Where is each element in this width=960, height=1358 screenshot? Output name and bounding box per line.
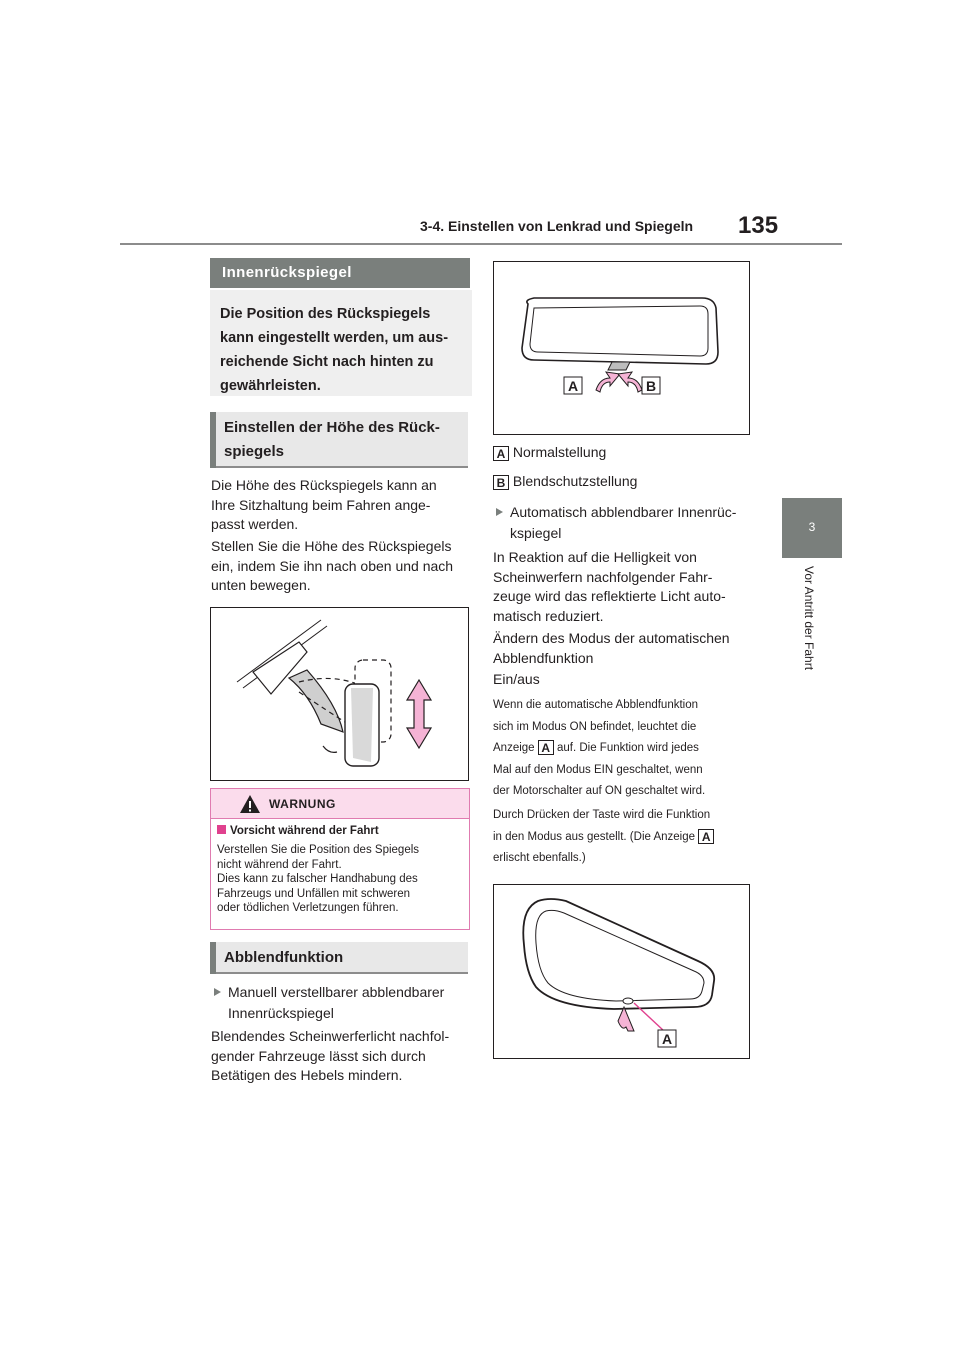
warning-title: WARNUNG (269, 797, 336, 811)
header-rule (120, 243, 842, 245)
legend-normal: A Normalstellung (493, 444, 606, 461)
label-a-badge: A (538, 740, 554, 755)
section-header: 3-4. Einstellen von Lenkrad und Spiegeln (420, 218, 694, 234)
note-on-mode: Wenn die automatische Abblendfunktion sich im Modus ON befindet, leuchtet die Anzeige A auf. Die Funktion wird jedes Mal auf den Modus EIN geschaltet, wenn der Motorschalter auf ON geschaltet wird. (493, 699, 706, 797)
chapter-title: Vor Antritt der Fahrt (802, 566, 816, 671)
figure-auto-mirror (493, 884, 750, 1059)
warning-subtitle: Vorsicht während der Fahrt (217, 825, 379, 837)
figure-manual-mirror (493, 261, 750, 435)
warning-header (211, 789, 469, 819)
auto-mirror-illustration (494, 885, 749, 1058)
legend-antiglare: B Blendschutzstellung (493, 473, 637, 490)
paragraph-height-instruction: Stellen Sie die Höhe des Rückspiegels ein, indem Sie ihn nach oben und nach unten bewegen. (211, 538, 454, 593)
pink-square-icon (217, 825, 226, 834)
fig-label-b: B (645, 378, 657, 394)
bullet-manual-mirror: Manuell verstellbarer abblendbarer Innenrückspiegel (212, 982, 470, 1024)
manual-mirror-illustration (494, 262, 749, 434)
fig-label-a: A (567, 378, 579, 394)
topic-title-bar: Innenrückspiegel (210, 258, 470, 288)
up-down-arrow-icon (407, 680, 431, 748)
section-heading-dimming: Abblendfunktion (210, 942, 468, 974)
label-a-badge: A (493, 446, 509, 461)
intro-box: Die Position des Rückspiegels kann eingestellt werden, um aus- reichende Sicht nach hinten zu gewährleisten. (210, 290, 472, 396)
label-b-badge: B (493, 475, 509, 490)
label-a-badge: A (698, 829, 714, 844)
paragraph-auto-mirror: In Reaktion auf die Helligkeit von Scheinwerfern nachfolgender Fahr- zeuge wird das reflektierte Licht auto- matisch reduziert. (493, 549, 726, 624)
fig-label-a: A (661, 1031, 673, 1047)
note-off-mode: Durch Drücken der Taste wird die Funktion in den Modus aus gestellt. (Die Anzeige A erlischt ebenfalls.) (493, 805, 753, 870)
paragraph-manual-mirror: Blendendes Scheinwerferlicht nachfol- gender Fahrzeuge lässt sich durch Betätigen des Hebels mindern. (211, 1028, 450, 1083)
paragraph-on-off: Ein/aus (493, 671, 540, 687)
paragraph-mode-change: Ändern des Modus der automatischen Abblendfunktion (493, 630, 730, 666)
warning-triangle-icon (239, 794, 261, 814)
paragraph-height-intro: Die Höhe des Rückspiegels kann an Ihre Sitzhaltung beim Fahren ange- passt werden. (211, 477, 437, 532)
bullet-auto-mirror: Automatisch abblendbarer Innenrüc- kspiegel (494, 502, 754, 544)
figure-mirror-height (210, 607, 469, 781)
mirror-height-illustration (211, 608, 468, 780)
section-heading-height: Einstellen der Höhe des Rück- spiegels (210, 412, 468, 468)
warning-box (210, 788, 470, 930)
page-number: 135 (738, 212, 779, 239)
chapter-number: 3 (808, 520, 816, 534)
warning-text: Verstellen Sie die Position des Spiegels nicht während der Fahrt. Dies kann zu falscher Handhabung des Fahrzeugs und Unfällen mit schweren oder tödlichen Verletzungen führen. (217, 844, 420, 914)
